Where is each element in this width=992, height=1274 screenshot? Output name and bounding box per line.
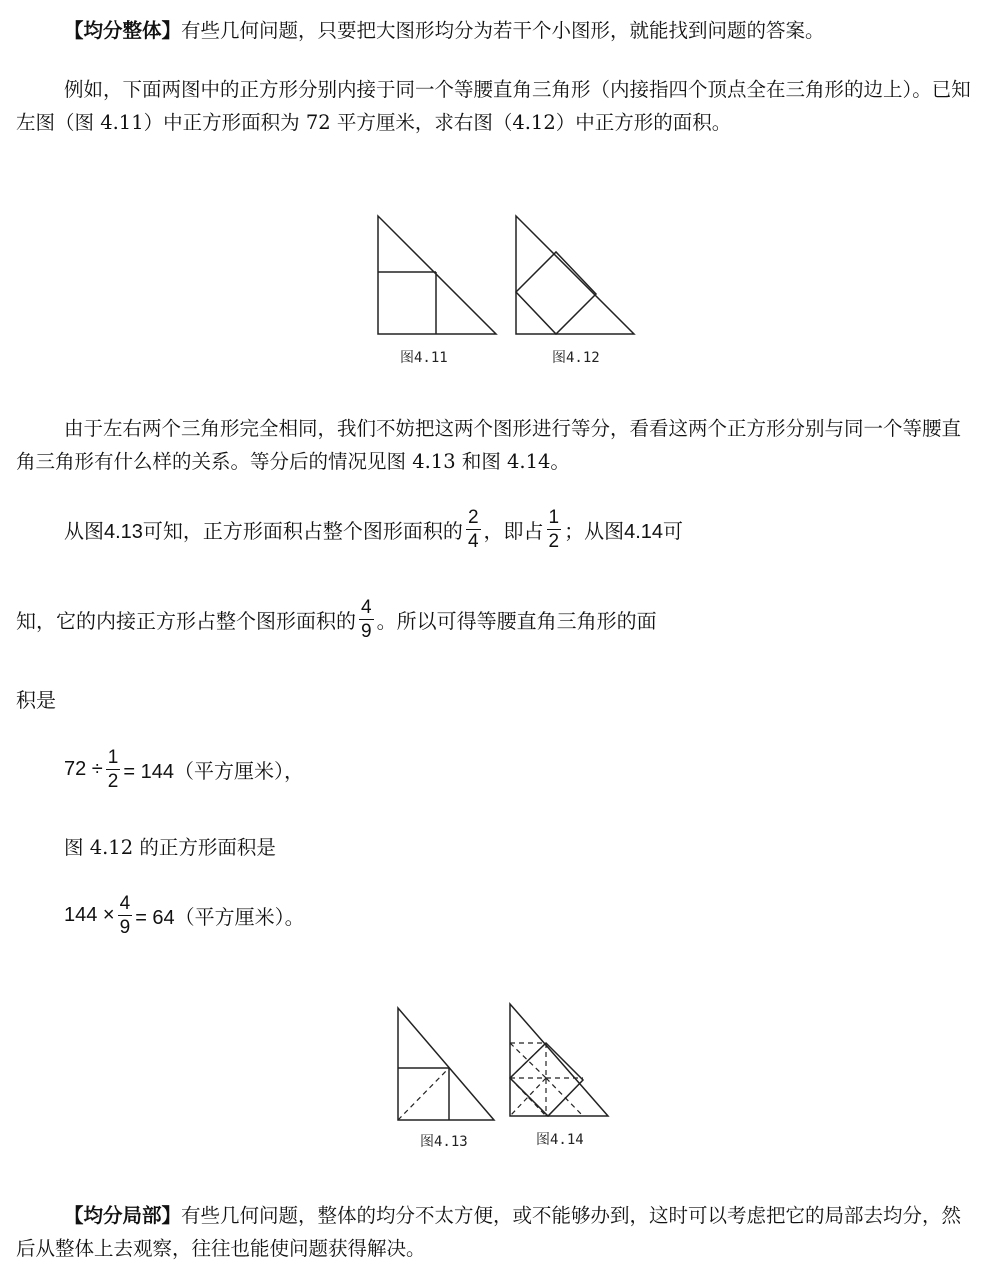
local-heading: 【均分局部】 xyxy=(64,1204,182,1227)
fraction-denominator: 2 xyxy=(107,771,119,792)
reasoning-line-3: 积是 xyxy=(16,690,56,712)
local-text: 有些几何问题，整体的均分不太方便，或不能够办到，这时可以考虑把它的局部去均分，然后从整体上去观察，往往也能使问题获得解决。 xyxy=(16,1204,962,1260)
fraction-numerator: 1 xyxy=(548,507,560,528)
intro-heading: 【均分整体】 xyxy=(64,19,182,42)
fraction-numerator: 1 xyxy=(107,747,119,768)
fraction-denominator: 9 xyxy=(119,917,131,938)
fraction-denominator: 4 xyxy=(467,531,479,552)
fraction-numerator: 4 xyxy=(361,597,372,618)
dashed-diagonal-4-13 xyxy=(398,1068,449,1120)
caption-4-14: 图4.14 xyxy=(536,1132,584,1148)
fraction-2-4 xyxy=(466,508,481,551)
dashed-line-4-14 xyxy=(546,1078,583,1116)
reasoning-text-1c: ；从图4.14可 xyxy=(564,521,684,543)
fraction-1-2 xyxy=(547,508,562,551)
intro-text: 有些几何问题，只要把大图形均分为若干个小图形，就能找到问题的答案。 xyxy=(181,19,825,42)
caption-4-11: 图4.11 xyxy=(400,350,448,366)
calc1-left: 72 ÷ xyxy=(64,758,103,780)
figures-4-13-4-14 xyxy=(390,998,620,1158)
calculation-2 xyxy=(64,894,305,937)
figures-4-11-4-12 xyxy=(370,210,650,375)
fraction-numerator: 4 xyxy=(119,893,131,914)
fraction-denominator: 2 xyxy=(548,531,560,552)
triangle-4-13 xyxy=(398,1008,494,1120)
fraction-denominator: 9 xyxy=(361,621,372,642)
square-4-12 xyxy=(516,252,596,334)
caption-4-13: 图4.13 xyxy=(420,1134,468,1150)
local-paragraph xyxy=(16,1199,978,1265)
reasoning-text-2b: 。所以可得等腰直角三角形的面 xyxy=(376,611,657,633)
explain-paragraph: 由于左右两个三角形完全相同，我们不妨把这两个图形进行等分，看看这两个正方形分别与同一个等腰直角三角形有什么样的关系。等分后的情况见图 4.13 和图 4.14。 xyxy=(16,417,962,473)
reasoning-text-1b: ，即占 xyxy=(483,521,544,543)
fraction-4-9 xyxy=(118,894,133,937)
calculation-1 xyxy=(64,748,304,791)
reasoning-line-2 xyxy=(16,598,657,641)
triangle-4-11 xyxy=(378,216,496,334)
fraction-numerator: 2 xyxy=(467,507,479,528)
caption-4-12: 图4.12 xyxy=(552,350,600,366)
mid-text: 图 4.12 的正方形面积是 xyxy=(64,836,276,859)
calc2-right: = 64（平方厘米）。 xyxy=(135,907,305,929)
triangle-4-14 xyxy=(510,1004,608,1116)
reasoning-text-2a: 知，它的内接正方形占整个图形面积的 xyxy=(16,611,356,633)
intro-paragraph xyxy=(16,14,978,47)
reasoning-line-1 xyxy=(64,508,683,551)
reasoning-text-1a: 从图4.13可知，正方形面积占整个图形面积的 xyxy=(64,521,463,543)
fraction-1-2 xyxy=(106,748,121,791)
calc1-right: = 144（平方厘米）， xyxy=(123,761,304,783)
calc2-left: 144 × xyxy=(64,904,115,926)
example-paragraph: 例如，下面两图中的正方形分别内接于同一个等腰直角三角形（内接指四个顶点全在三角形的边上）。已知左图（图 4.11）中正方形面积为 72 平方厘米，求右图（4.12）中正方形的面积。 xyxy=(16,78,971,134)
fraction-4-9 xyxy=(359,598,374,641)
